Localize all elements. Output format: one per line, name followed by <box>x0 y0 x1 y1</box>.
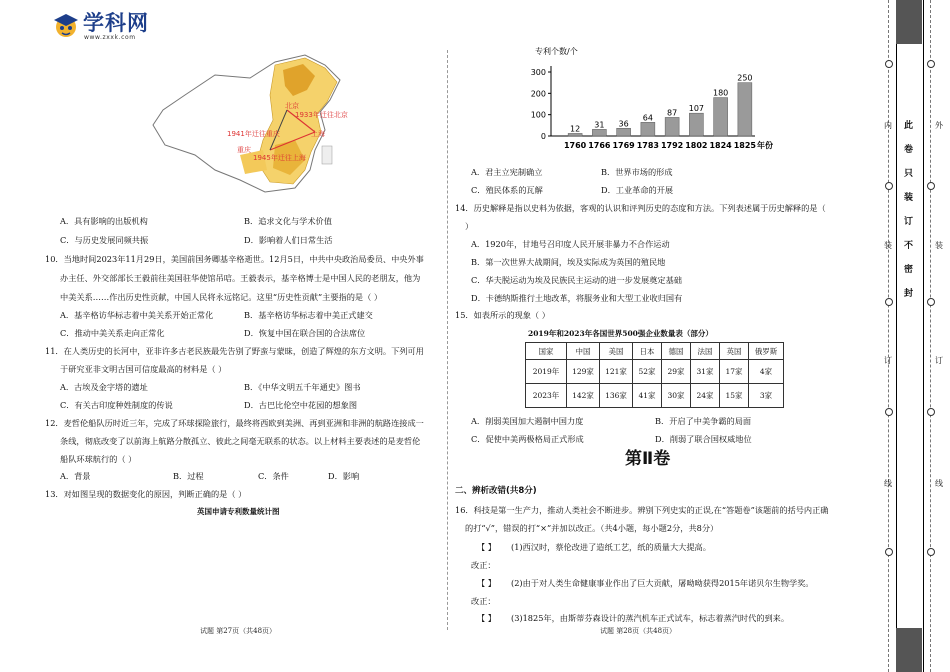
q9-option-c: C．与历史发展同频共振 <box>60 235 149 245</box>
inner-binding-mark: 线 <box>884 479 892 488</box>
table-header-cell: 日本 <box>633 343 662 360</box>
q12-option-b: B．过程 <box>173 471 204 481</box>
item-fix-label: 改正： <box>471 560 496 570</box>
table-cell: 136家 <box>600 384 633 408</box>
outer-binding-mark: 装 <box>935 241 943 250</box>
binding-line-inner <box>888 0 889 672</box>
q15-option-d: D．削弱了联合国权威地位 <box>655 434 752 444</box>
x-tick-label: 1783 <box>636 141 660 150</box>
binding-hole <box>885 60 893 68</box>
part-title: 第Ⅱ卷 <box>625 449 671 469</box>
binding-strip <box>896 0 924 672</box>
logo-text: 学科网 <box>83 11 149 35</box>
binding-hole <box>885 182 893 190</box>
q12-text: 条线，彻底改变了以前海上航路分散孤立、彼此之间毫无联系的状态。以上材料主要表述的是麦哲伦 <box>60 436 421 446</box>
table-row <box>526 384 784 408</box>
q10-option-a: A．基辛格访华标志着中美关系开始正常化 <box>60 310 214 320</box>
y-axis-label: 专利个数/个 <box>535 47 578 56</box>
binding-hole <box>885 298 893 306</box>
q16-text: 16．科技是第一生产力，推动人类社会不断进步。辨别下列史实的正误,在“答题卷”该题前的括号内正确 <box>455 505 829 515</box>
q10-option-b: B．基辛格访华标志着中美正式建交 <box>244 310 373 320</box>
seal-char: 密 <box>904 265 914 275</box>
q11-option-c: C．有关古印度种姓制度的传说 <box>60 400 173 410</box>
q12-option-d: D．影响 <box>328 471 360 481</box>
table-header-cell: 德国 <box>662 343 691 360</box>
x-tick-label: 1766 <box>588 141 611 150</box>
q13-text: 13．对如图呈现的数据变化的原因，判断正确的是（ ） <box>45 489 247 499</box>
outer-binding-mark: 线 <box>935 479 943 488</box>
binding-hole <box>927 182 935 190</box>
binding-hole <box>927 408 935 416</box>
table-cell: 3家 <box>749 384 784 408</box>
bar-value-label: 180 <box>712 88 729 98</box>
map-label: 1933年迁往北京 <box>295 111 348 119</box>
table-header-cell: 美国 <box>600 343 633 360</box>
x-tick-label: 1802 <box>685 141 708 150</box>
column-divider <box>447 50 448 630</box>
x-tick-label: 1825 <box>733 141 757 150</box>
item-text: (3)1825年，由斯蒂芬森设计的蒸汽机车正式试车，标志着蒸汽时代的到来。 <box>511 613 790 623</box>
item-fix-label: 改正： <box>471 596 496 606</box>
q10-text: 办主任、外交部部长王毅前往美国驻华使馆吊唁。王毅表示，基辛格博士是中国人民的老朋友，他为 <box>60 273 421 283</box>
strip-top-block <box>896 0 922 44</box>
map-label: 1941年迁往重庆 <box>227 130 280 138</box>
q16-text: 的打“√”，错误的打“×”并加以改正。（共4小题，每小题2分，共8分） <box>465 523 719 533</box>
table-title: 2019年和2023年各国世界500强企业数量表（部分） <box>528 329 713 338</box>
item-text: (1)西汉时，蔡伦改进了造纸工艺，纸的质量大大提高。 <box>511 542 711 552</box>
table-cell: 2019年 <box>526 360 567 384</box>
section-title: 二、辨析改错(共8分) <box>455 486 537 496</box>
y-tick-label: 300 <box>530 68 546 77</box>
table-header-row <box>526 343 784 360</box>
table-header-cell: 英国 <box>720 343 749 360</box>
x-tick-label: 1792 <box>660 141 684 150</box>
q11-text: 于研究亚非文明古国可信度最高的材料是（ ） <box>60 364 227 374</box>
x-tick-label: 1824 <box>709 141 732 150</box>
q14-option-d: D．卡德纳斯推行土地改革，将服务业和大型工业收归国有 <box>471 293 683 303</box>
logo-url: www.zxxk.com <box>84 34 136 41</box>
map-label: 1945年迁往上海 <box>253 154 306 162</box>
map-label: 上海 <box>311 130 325 138</box>
outer-binding-mark: 订 <box>935 356 943 365</box>
q11-option-b: B．《中华文明五千年通史》图书 <box>244 382 361 392</box>
bar-value-label: 250 <box>737 73 753 83</box>
left-page-footer: 试题 第27页（共48页） <box>200 627 277 635</box>
q10-text: 10．当地时间2023年11月29日，美国前国务卿基辛格逝世。12月5日，中共中央政治局委员、中央外事 <box>45 254 424 264</box>
table-cell: 17家 <box>720 360 749 384</box>
item-bracket[interactable]: 【 】 <box>477 613 496 623</box>
inner-binding-mark: 装 <box>884 241 892 250</box>
q13-option-b: B．世界市场的形成 <box>601 167 673 177</box>
q11-text: 11．在人类历史的长河中，亚非许多古老民族最先告别了野蛮与蒙昧，创造了辉煌的东方文明。下列可用 <box>45 346 424 356</box>
table-cell: 142家 <box>567 384 600 408</box>
table-cell: 4家 <box>749 360 784 384</box>
strip-bottom-block <box>896 628 922 672</box>
q12-option-c: C．条件 <box>258 471 289 481</box>
inner-binding-mark: 内 <box>884 121 892 130</box>
table-header-cell: 俄罗斯 <box>749 343 784 360</box>
table-cell: 29家 <box>662 360 691 384</box>
item-bracket[interactable]: 【 】 <box>477 542 496 552</box>
table-cell: 24家 <box>691 384 720 408</box>
q13-chart-title: 英国申请专利数量统计图 <box>197 507 280 516</box>
q10-text: 中美关系……作出历史性贡献，中国人民将永远铭记。这里“历史性贡献”主要指的是（ ） <box>60 292 383 302</box>
q10-option-d: D．恢复中国在联合国的合法席位 <box>244 328 366 338</box>
table-cell: 30家 <box>662 384 691 408</box>
x-axis-label: 年份 <box>757 141 773 150</box>
q12-text: 12．麦哲伦船队历时近三年，完成了环球探险旅行，最终将西欧到美洲、再到亚洲和非洲的航路连接成一 <box>45 418 424 428</box>
table-header-cell: 国家 <box>526 343 567 360</box>
q11-option-d: D．古巴比伦空中花园的想象图 <box>244 400 358 410</box>
table-cell: 41家 <box>633 384 662 408</box>
q12-text: 船队环球航行的（ ） <box>60 454 137 464</box>
table-header-cell: 中国 <box>567 343 600 360</box>
q10-option-c: C．推动中美关系走向正常化 <box>60 328 165 338</box>
q11-option-a: A．古埃及金字塔的遗址 <box>60 382 148 392</box>
outer-binding-mark: 外 <box>935 121 943 130</box>
q12-option-a: A．背景 <box>60 471 91 481</box>
binding-hole <box>927 298 935 306</box>
x-tick-label: 1760 <box>563 141 587 150</box>
seal-char: 此 <box>904 121 914 131</box>
q14-text: ） <box>465 221 474 231</box>
table-cell: 121家 <box>600 360 633 384</box>
table-cell: 52家 <box>633 360 662 384</box>
item-text: (2)由于对人类生命健康事业作出了巨大贡献，屠呦呦获得2015年诺贝尔生物学奖。 <box>511 578 814 588</box>
q13-option-a: A．君主立宪制确立 <box>471 167 543 177</box>
map-label: 北京 <box>285 102 299 110</box>
q13-option-c: C．殖民体系的瓦解 <box>471 185 543 195</box>
y-tick-label: 0 <box>540 132 546 141</box>
table-cell: 15家 <box>720 384 749 408</box>
q15-option-a: A．削弱美国加大遏制中国力度 <box>471 416 584 426</box>
bar-value-label: 64 <box>642 113 653 123</box>
bar-value-label: 107 <box>688 104 705 114</box>
table-cell: 31家 <box>691 360 720 384</box>
q9-option-b: B．追求文化与学术价值 <box>244 216 332 226</box>
q9-option-d: D．影响着人们日常生活 <box>244 235 333 245</box>
table-cell: 2023年 <box>526 384 567 408</box>
binding-hole <box>927 548 935 556</box>
inner-binding-mark: 订 <box>884 356 892 365</box>
q9-option-a: A．具有影响的出版机构 <box>60 216 148 226</box>
y-tick-label: 100 <box>530 110 546 120</box>
seal-char: 不 <box>904 241 914 251</box>
q15-option-c: C．促使中美两极格局正式形成 <box>471 434 584 444</box>
q14-option-c: C．华夫脱运动为埃及民族民主运动的进一步发展奠定基础 <box>471 275 682 285</box>
q13-option-d: D．工业革命的开展 <box>601 185 674 195</box>
seal-char: 卷 <box>904 145 914 155</box>
seal-char: 封 <box>904 289 914 299</box>
seal-char: 订 <box>904 217 914 227</box>
item-bracket[interactable]: 【 】 <box>477 578 496 588</box>
seal-char: 只 <box>904 169 914 179</box>
binding-hole <box>885 548 893 556</box>
q14-option-b: B．第一次世界大战期间，埃及实际成为英国的殖民地 <box>471 257 666 267</box>
right-page-footer: 试题 第28页（共48页） <box>600 627 677 635</box>
table-cell: 129家 <box>567 360 600 384</box>
y-tick-label: 200 <box>530 89 546 99</box>
q15-option-b: B．开启了中美争霸的局面 <box>655 416 752 426</box>
bar-value-label: 87 <box>667 108 678 118</box>
binding-line-outer <box>930 0 931 672</box>
left-column <box>45 0 442 672</box>
x-tick-label: 1769 <box>612 141 635 150</box>
seal-char: 装 <box>904 193 914 203</box>
binding-hole <box>885 408 893 416</box>
bar-value-label: 12 <box>570 124 581 134</box>
bar-value-label: 36 <box>618 119 629 129</box>
binding-hole <box>927 60 935 68</box>
map-label: 重庆 <box>237 146 251 154</box>
table-header-cell: 法国 <box>691 343 720 360</box>
table-row <box>526 360 784 384</box>
q14-option-a: A．1920年，甘地号召印度人民开展非暴力不合作运动 <box>471 239 670 249</box>
q15-text: 15．如表所示的现象（ ） <box>455 310 550 320</box>
right-column <box>455 0 855 672</box>
bar-value-label: 31 <box>594 120 605 130</box>
q14-text: 14．历史解释是指以史料为依据，客观的认识和评判历史的态度和方法。下列表述属于历史解释的是（ <box>455 203 826 213</box>
enterprise-table <box>525 342 784 408</box>
